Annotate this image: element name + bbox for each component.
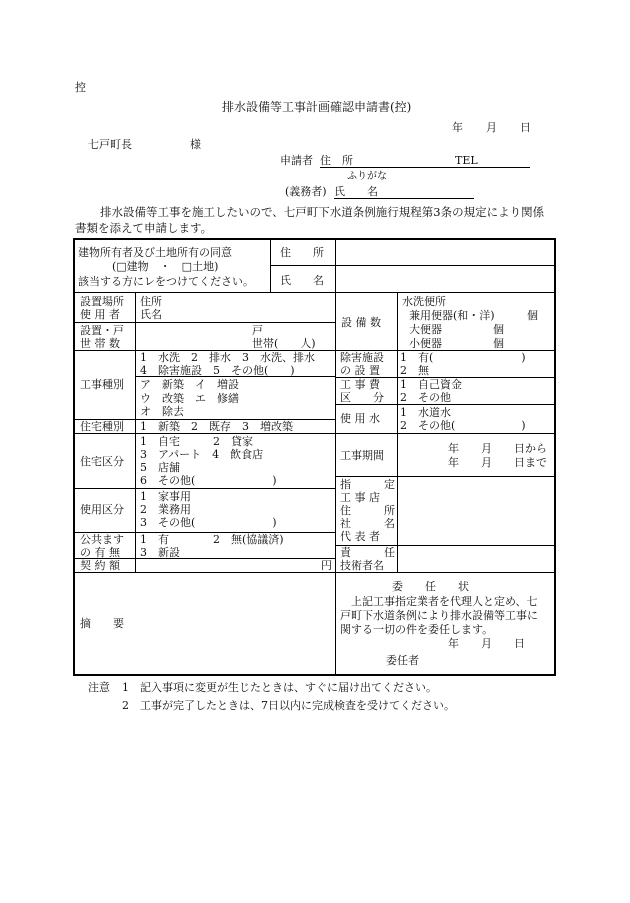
delegation-title: 委 任 状 bbox=[392, 580, 469, 593]
combined-toilet: 兼用便器(和・洋) bbox=[409, 309, 495, 322]
combined-toilet-unit[interactable]: 個 bbox=[527, 309, 538, 322]
work-type-options-4[interactable]: ウ 改築 エ 修繕 bbox=[140, 392, 239, 405]
contractor-label-1: 指 定 bbox=[340, 478, 395, 491]
housing-class-options-3[interactable]: 5 店舗 bbox=[140, 461, 180, 474]
large-toilet-unit[interactable]: 個 bbox=[493, 323, 504, 336]
equipment-label: 設 備 数 bbox=[341, 316, 381, 329]
note-1: 1 記入事項に変更が生じたときは、すぐに届け出てください。 bbox=[122, 681, 437, 694]
addressee-sama: 様 bbox=[190, 138, 201, 151]
applicant-label: 申請者 bbox=[280, 154, 313, 167]
period-from-month[interactable]: 月 bbox=[481, 442, 492, 455]
housing-type-label: 住宅種別 bbox=[80, 420, 124, 433]
intro-line1: 排水設備等工事を施工したいので、七戸町下水道条例施行規程第3条の規定により関係 bbox=[100, 205, 545, 219]
housing-class-options-1[interactable]: 1 自宅 2 貸家 bbox=[140, 435, 253, 448]
households-setai[interactable]: 世帯( 人) bbox=[252, 337, 316, 350]
work-type-options-1[interactable]: 1 水洗 2 排水 3 水洗、排水 bbox=[140, 351, 315, 364]
water-label: 使 用 水 bbox=[340, 412, 380, 425]
date-month[interactable]: 月 bbox=[486, 121, 497, 134]
contractor-label-4: 社 名 bbox=[340, 517, 395, 530]
cost-option-own[interactable]: 1 自己資金 bbox=[400, 378, 462, 391]
user-name-field[interactable]: 氏名 bbox=[140, 308, 162, 321]
user-label: 使 用 者 bbox=[80, 308, 120, 321]
date-day[interactable]: 日 bbox=[520, 121, 531, 134]
delegation-text-3: 関する一切の件を委任します。 bbox=[340, 623, 494, 636]
removal-facility-label-2: の 設 置 bbox=[340, 364, 380, 377]
delegation-date-day[interactable]: 日 bbox=[514, 637, 525, 650]
large-toilet: 大便器 bbox=[409, 323, 442, 336]
work-type-options-5[interactable]: オ 除去 bbox=[140, 405, 184, 418]
housing-class-options-2[interactable]: 3 アパート 4 飲食店 bbox=[140, 448, 264, 461]
engineer-label: 責 任 bbox=[340, 546, 395, 559]
engineer-label-2: 技術者名 bbox=[340, 559, 384, 572]
remarks-label: 摘 要 bbox=[80, 617, 124, 630]
housing-class-label: 住宅区分 bbox=[80, 455, 124, 468]
removal-facility-yes[interactable]: 1 有( ) bbox=[400, 351, 526, 364]
shared-basin-options-2[interactable]: 3 新設 bbox=[140, 546, 180, 559]
intro-line2: 書類を添えて申請します。 bbox=[75, 221, 213, 235]
notes-label: 注意 bbox=[88, 681, 110, 694]
period-to-month[interactable]: 月 bbox=[481, 456, 492, 469]
applicant-name-line[interactable] bbox=[334, 198, 474, 199]
work-type-label: 工事種別 bbox=[80, 378, 124, 391]
consent-address-label: 住 所 bbox=[280, 246, 324, 259]
contractor-label-5: 代 表 者 bbox=[340, 530, 380, 543]
shared-basin-options-1[interactable]: 1 有 2 無(協議済) bbox=[140, 533, 284, 546]
delegation-signer[interactable]: 委任者 bbox=[386, 654, 419, 667]
applicant-furigana: ふりがな bbox=[347, 171, 387, 182]
applicant-name-label: 氏 名 bbox=[334, 185, 378, 198]
work-type-options-2[interactable]: 4 除害施設 5 その他( ) bbox=[140, 364, 295, 377]
applicant-address-label: 住 所 bbox=[320, 154, 353, 167]
date-year[interactable]: 年 bbox=[452, 121, 463, 134]
period-to-day[interactable]: 日まで bbox=[514, 456, 547, 469]
removal-facility-label: 除害施設 bbox=[340, 351, 384, 364]
water-option-other[interactable]: 2 その他( ) bbox=[400, 419, 526, 432]
water-option-tap[interactable]: 1 水道水 bbox=[400, 406, 451, 419]
households-label-2: 世 帯 数 bbox=[80, 337, 120, 350]
delegation-text-2: 戸町下水道条例により排水設備等工事に bbox=[340, 609, 538, 622]
consent-label: 建物所有者及び土地所有の同意 bbox=[78, 246, 232, 259]
consent-name-label: 氏 名 bbox=[280, 274, 324, 287]
consent-checkbox-options[interactable]: (□建物 ・ □土地) bbox=[112, 260, 219, 273]
cost-label-2: 区 分 bbox=[340, 391, 384, 404]
cost-option-other[interactable]: 2 その他 bbox=[400, 391, 451, 404]
obligor-label: (義務者) bbox=[285, 185, 327, 198]
usage-option-2[interactable]: 2 業務用 bbox=[140, 503, 191, 516]
usage-option-1[interactable]: 1 家事用 bbox=[140, 490, 191, 503]
period-from-day[interactable]: 日から bbox=[514, 442, 547, 455]
location-address-field[interactable]: 住所 bbox=[140, 295, 162, 308]
applicant-address-line[interactable] bbox=[320, 167, 530, 168]
contractor-label-2: 工 事 店 bbox=[340, 491, 380, 504]
usage-label: 使用区分 bbox=[80, 503, 124, 516]
copy-mark: 控 bbox=[75, 81, 86, 94]
contractor-label-3: 住 所 bbox=[340, 504, 395, 517]
delegation-text-1: 上記工事指定業者を代理人と定め、七 bbox=[351, 595, 538, 608]
usage-option-3[interactable]: 3 その他( ) bbox=[140, 516, 277, 529]
cost-label: 工 事 費 bbox=[340, 378, 380, 391]
document-title: 排水設備等工事計画確認申請書(控) bbox=[222, 100, 412, 114]
contract-yen[interactable]: 円 bbox=[321, 559, 332, 572]
delegation-date-year[interactable]: 年 bbox=[448, 637, 459, 650]
contract-label: 契 約 額 bbox=[80, 559, 120, 572]
removal-facility-no[interactable]: 2 無 bbox=[400, 364, 429, 377]
housing-class-options-4[interactable]: 6 その他( ) bbox=[140, 474, 277, 487]
period-from-year[interactable]: 年 bbox=[448, 442, 459, 455]
households-label: 設置・戸 bbox=[80, 324, 124, 337]
delegation-date-month[interactable]: 月 bbox=[481, 637, 492, 650]
consent-instruction: 該当する方にレをつけてください。 bbox=[78, 275, 254, 288]
location-label: 設置場所 bbox=[80, 295, 124, 308]
shared-basin-label-2: の 有 無 bbox=[80, 546, 120, 559]
flush-toilet-label: 水洗便所 bbox=[402, 295, 446, 308]
households-ko[interactable]: 戸 bbox=[252, 324, 263, 337]
note-2: 2 工事が完了したときは、7日以内に完成検査を受けてください。 bbox=[122, 699, 455, 712]
applicant-tel-label: TEL bbox=[455, 154, 478, 167]
shared-basin-label: 公共ます bbox=[80, 533, 124, 546]
period-to-year[interactable]: 年 bbox=[448, 456, 459, 469]
housing-type-options[interactable]: 1 新築 2 既存 3 増改築 bbox=[140, 420, 293, 433]
urinal-unit[interactable]: 個 bbox=[493, 337, 504, 350]
urinal: 小便器 bbox=[409, 337, 442, 350]
period-label: 工事期間 bbox=[340, 449, 384, 462]
addressee: 七戸町長 bbox=[88, 138, 132, 151]
work-type-options-3[interactable]: ア 新築 イ 増設 bbox=[140, 378, 239, 391]
